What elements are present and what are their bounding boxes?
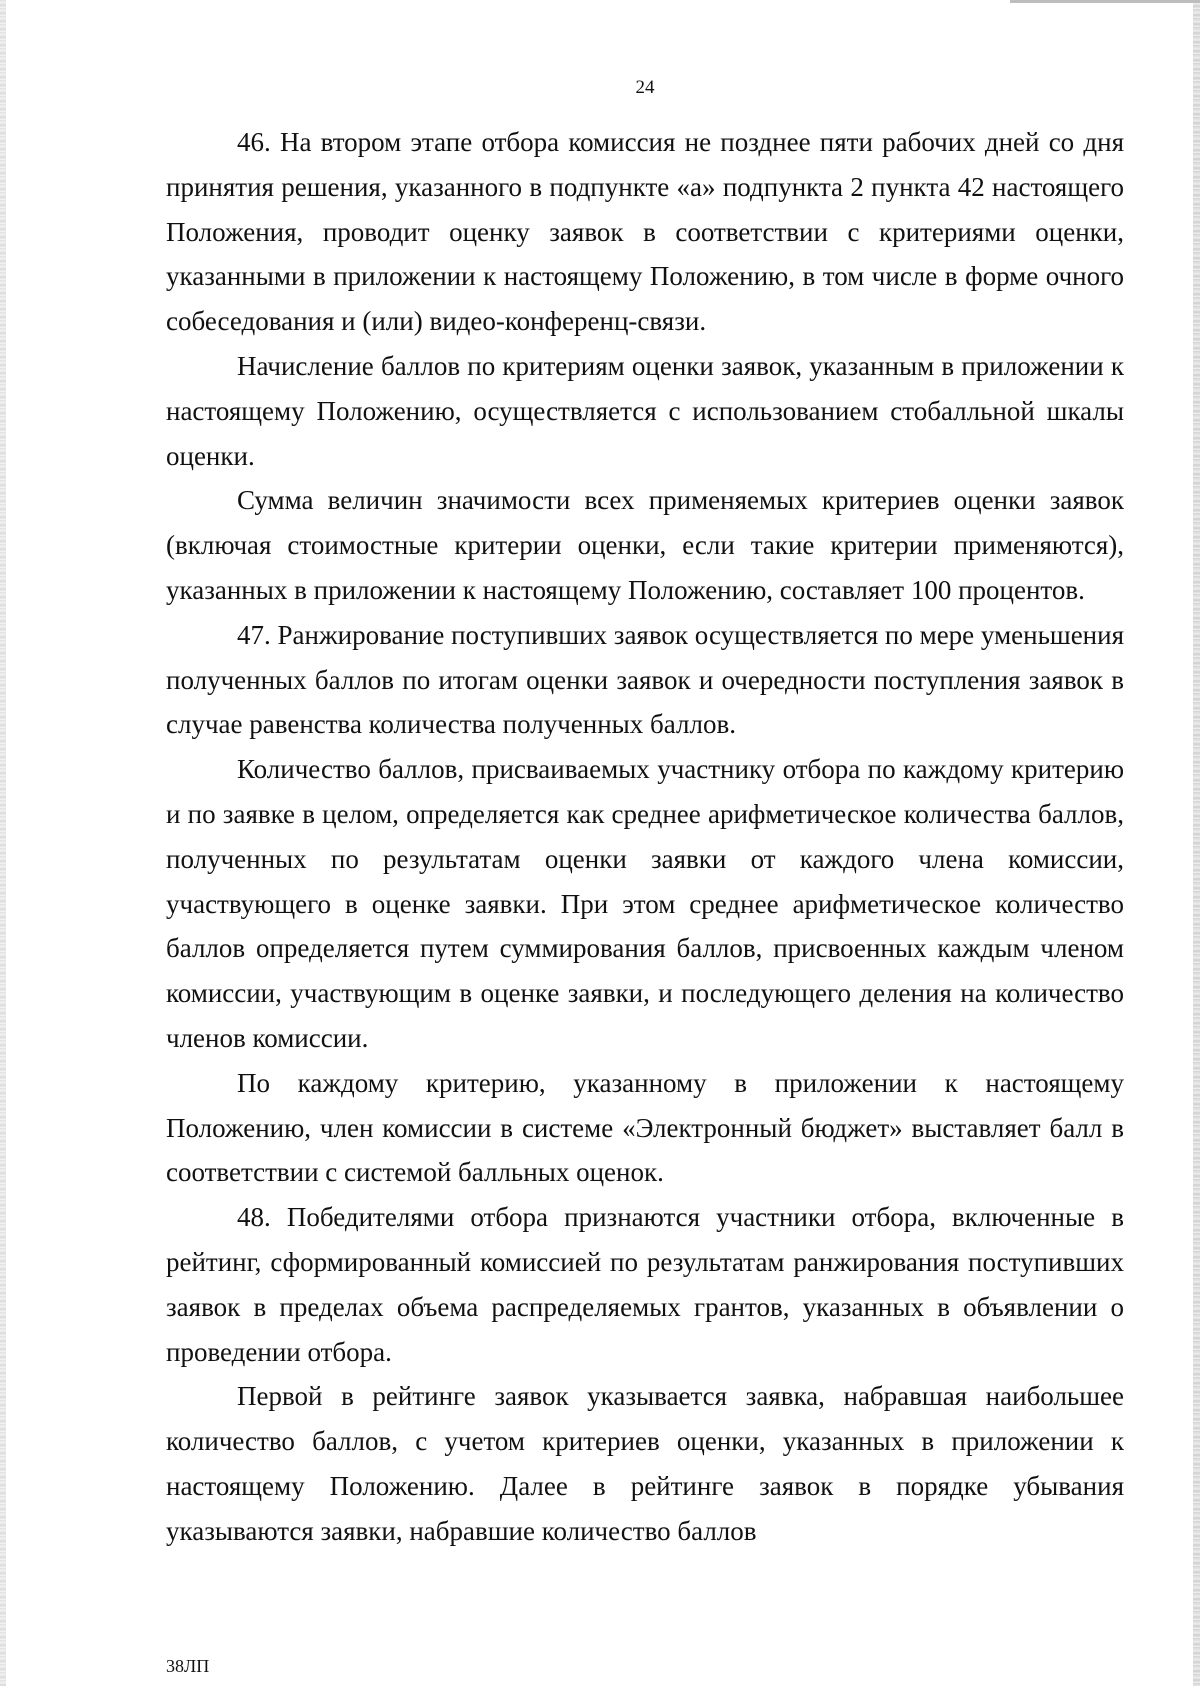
scan-edge-right xyxy=(1193,0,1200,1686)
paragraph-electronic-budget: По каждому критерию, указанному в приложении к настоящему Положению, член комиссии в системе «Электронный бюджет» выставляет балл в соответствии с системой балльных оценок. xyxy=(166,1067,1124,1188)
page-number: 24 xyxy=(635,77,655,98)
paragraph-47: 47. Ранжирование поступивших заявок осуществляется по мере уменьшения полученных баллов по итогам оценки заявок и очередности поступления заявок в случае равенства количества полученных баллов. xyxy=(166,619,1124,740)
scan-edge-left xyxy=(0,0,6,1686)
paragraph-rating-order: Первой в рейтинге заявок указывается заявка, набравшая наибольшее количество баллов, с учетом критериев оценки, указанных в приложении к настоящему Положению. Далее в рейтинге заявок в порядке убывания указываются заявки, набравшие количество баллов xyxy=(166,1381,1124,1546)
paragraph-48: 48. Победителями отбора признаются участники отбора, включенные в рейтинг, сформированный комиссией по результатам ранжирования поступивших заявок в пределах объема распределяемых грантов, указанных в объявлении о проведении отбора. xyxy=(166,1202,1124,1367)
paragraph-average-score: Количество баллов, присваиваемых участнику отбора по каждому критерию и по заявке в целом, определяется как среднее арифметическое количества баллов, полученных по результатам оценки заявки от каждого члена комиссии, участвующего в оценке заявки. При этом среднее арифметическое количество баллов определяется путем суммирования баллов, присвоенных каждым членом комиссии, участвующим в оценке заявки, и последующего деления на количество членов комиссии. xyxy=(166,754,1124,1053)
paragraph-46: 46. На втором этапе отбора комиссия не позднее пяти рабочих дней со дня принятия решения, указанного в подпункте «а» подпункта 2 пункта 42 настоящего Положения, проводит оценку заявок в соответствии с критериями оценки, указанными в приложении к настоящему Положению, в том числе в форме очного собеседования и (или) видео-конференц-связи. xyxy=(166,127,1124,337)
paragraph-scoring: Начисление баллов по критериям оценки заявок, указанным в приложении к настоящему Положению, осуществляется с использованием стобалльной шкалы оценки. xyxy=(166,350,1124,471)
document-body xyxy=(166,120,1124,1554)
paragraph-criteria-sum: Сумма величин значимости всех применяемых критериев оценки заявок (включая стоимостные критерии оценки, если такие критерии применяются), указанных в приложении к настоящему Положению, составляет 100 процентов. xyxy=(166,485,1124,605)
scan-edge-top xyxy=(1010,0,1200,3)
footer-document-code: 38ЛП xyxy=(166,1656,210,1676)
